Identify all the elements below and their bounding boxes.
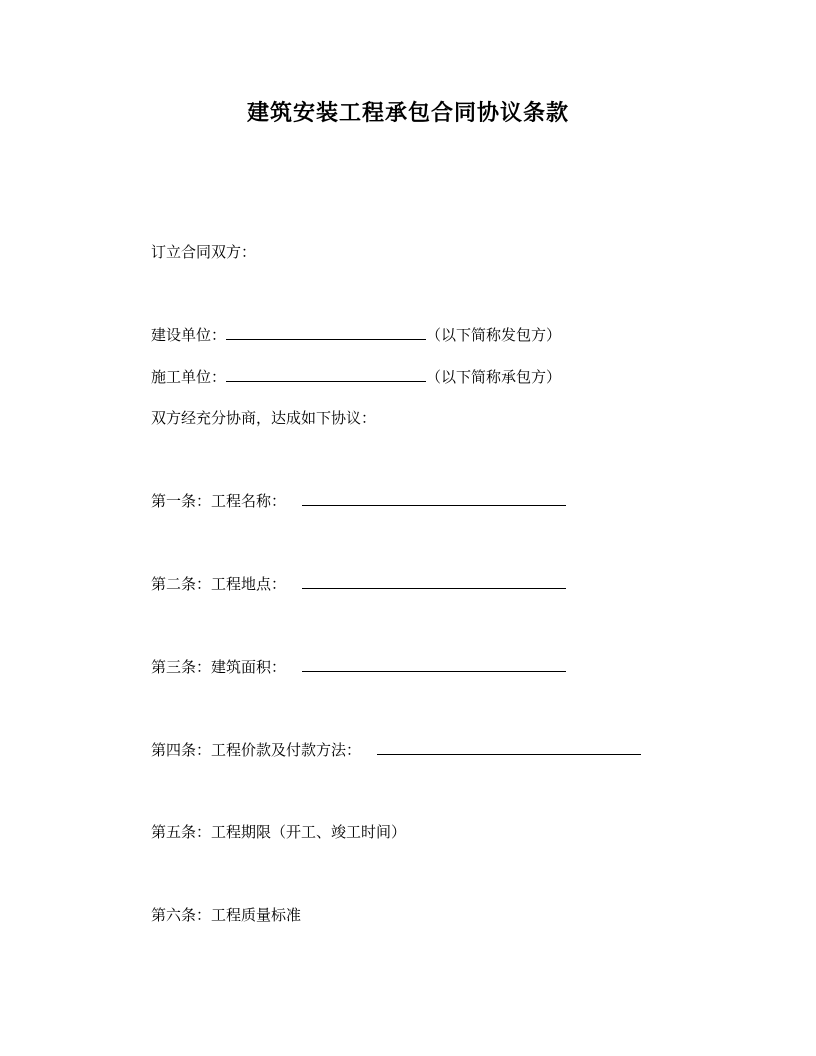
builder-label: 建设单位： bbox=[151, 326, 227, 344]
article-1-label: 第一条：工程名称： bbox=[151, 492, 287, 510]
contractor-line bbox=[151, 367, 561, 387]
article-1-blank[interactable] bbox=[302, 491, 566, 506]
article-3-blank[interactable] bbox=[302, 657, 566, 672]
article-1 bbox=[151, 491, 566, 511]
article-2-blank[interactable] bbox=[302, 574, 566, 589]
article-5: 第五条：工程期限（开工、竣工时间） bbox=[151, 823, 407, 841]
article-3-label: 第三条：建筑面积： bbox=[151, 658, 287, 676]
article-4 bbox=[151, 740, 641, 760]
builder-line bbox=[151, 325, 561, 345]
article-4-blank[interactable] bbox=[377, 740, 641, 755]
builder-blank[interactable] bbox=[226, 325, 426, 340]
parties-intro: 订立合同双方： bbox=[151, 243, 257, 261]
article-3 bbox=[151, 657, 566, 677]
contractor-blank[interactable] bbox=[226, 367, 426, 382]
contractor-note: （以下简称承包方） bbox=[426, 368, 562, 386]
contractor-label: 施工单位： bbox=[151, 368, 227, 386]
agreement-intro: 双方经充分协商，达成如下协议： bbox=[151, 409, 377, 427]
article-2-label: 第二条：工程地点： bbox=[151, 575, 287, 593]
builder-note: （以下简称发包方） bbox=[426, 326, 562, 344]
article-2 bbox=[151, 574, 566, 594]
article-4-label: 第四条：工程价款及付款方法： bbox=[151, 741, 362, 759]
article-6: 第六条：工程质量标准 bbox=[151, 906, 302, 924]
document-title: 建筑安装工程承包合同协议条款 bbox=[246, 101, 569, 126]
